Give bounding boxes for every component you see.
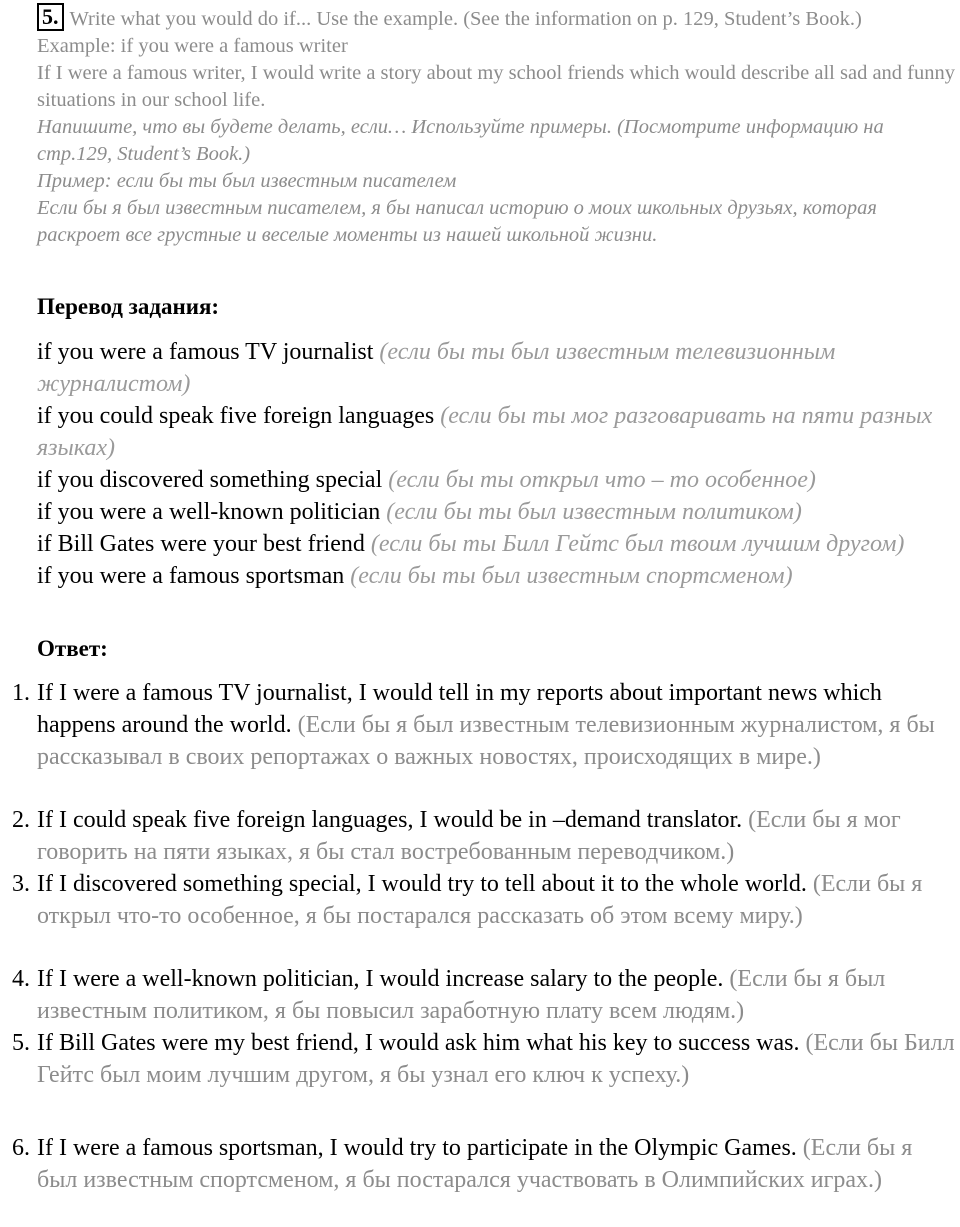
task-block	[37, 4, 957, 249]
answer-ru: (Если бы я мог говорить на пяти языках, я бы стал востребованным переводчиком.)	[37, 807, 901, 865]
ru-example-label: Пример: если бы ты был известным писателем	[37, 170, 457, 192]
phrase-ru: (если бы ты открыл что – то особенное)	[388, 467, 816, 493]
answer-number: 5.	[12, 1030, 30, 1056]
translation-heading: Перевод задания:	[37, 294, 220, 319]
phrase-en: if you were a well-known politician	[37, 499, 381, 525]
phrase-ru: (если бы ты был известным спортсменом)	[350, 563, 793, 589]
phrase-item	[37, 528, 957, 560]
answer-en: If I were a famous sportsman, I would try to participate in the Olympic Games.	[37, 1135, 797, 1161]
answer-number: 3.	[12, 871, 30, 897]
phrase-en: if Bill Gates were your best friend	[37, 531, 365, 557]
phrase-ru: (если бы ты был известным телевизионным журналистом)	[37, 339, 836, 397]
example-label: Example: if you were a famous writer	[37, 35, 348, 57]
answer-number: 1.	[12, 680, 30, 706]
phrase-en: if you were a famous TV journalist	[37, 339, 374, 365]
answer-en: If I were a famous TV journalist, I would tell in my reports about important news which happens around the world.	[37, 680, 882, 738]
phrase-ru: (если бы ты был известным политиком)	[386, 499, 802, 525]
answer-en: If I discovered something special, I would try to tell about it to the whole world.	[37, 871, 807, 897]
answer-en: If I could speak five foreign languages, I would be in –demand translator.	[37, 807, 743, 833]
phrase-ru: (если бы ты мог разговаривать на пяти разных языках)	[37, 403, 933, 461]
answer-number: 2.	[12, 807, 30, 833]
answer-ru: (Если бы Билл Гейтс был моим лучшим другом, я бы узнал его ключ к успеху.)	[37, 1030, 955, 1088]
answer-ru: (Если бы я был известным телевизионным журналистом, я бы рассказывал в своих репортажах о важных новостях, происходящих в мире.)	[37, 712, 935, 770]
answer-ru: (Если бы я открыл что-то особенное, я бы постарался рассказать об этом всему миру.)	[37, 871, 923, 929]
phrase-item	[37, 336, 957, 400]
ru-instruction: Напишите, что вы будете делать, если… Используйте примеры. (Посмотрите информацию на стр.129, Student’s Book.)	[37, 116, 884, 165]
phrase-en: if you could speak five foreign languages	[37, 403, 435, 429]
phrase-item	[37, 400, 957, 464]
answer-number: 4.	[12, 966, 30, 992]
answer-ru: (Если бы я был известным спортсменом, я бы постарался участвовать в Олимпийских играх.)	[37, 1135, 913, 1193]
phrase-item	[37, 496, 957, 528]
answer-heading: Ответ:	[37, 636, 108, 661]
answer-en: If Bill Gates were my best friend, I would ask him what his key to success was.	[37, 1030, 800, 1056]
phrase-item	[37, 560, 957, 592]
task-number: 5.	[37, 3, 64, 31]
answer-en: If I were a well-known politician, I would increase salary to the people.	[37, 966, 724, 992]
phrase-item	[37, 464, 957, 496]
phrase-en: if you discovered something special	[37, 467, 383, 493]
phrase-list	[37, 336, 957, 592]
task-instruction	[37, 4, 957, 33]
phrase-ru: (если бы ты Билл Гейтс был твоим лучшим другом)	[370, 531, 905, 557]
answer-ru: (Если бы я был известным политиком, я бы повысил заработную плату всем людям.)	[37, 966, 886, 1024]
phrase-en: if you were a famous sportsman	[37, 563, 345, 589]
answer-number: 6.	[12, 1135, 30, 1161]
task-instruction-text: Write what you would do if... Use the example. (See the information on p. 129, Student’s Book.)	[69, 8, 862, 30]
example-answer: If I were a famous writer, I would write a story about my school friends which would describe all sad and funny situations in our school life.	[37, 62, 956, 111]
ru-example-answer: Если бы я был известным писателем, я бы написал историю о моих школьных друзьях, которая раскроет все грустные и веселые моменты из нашей школьной жизни.	[37, 197, 877, 246]
